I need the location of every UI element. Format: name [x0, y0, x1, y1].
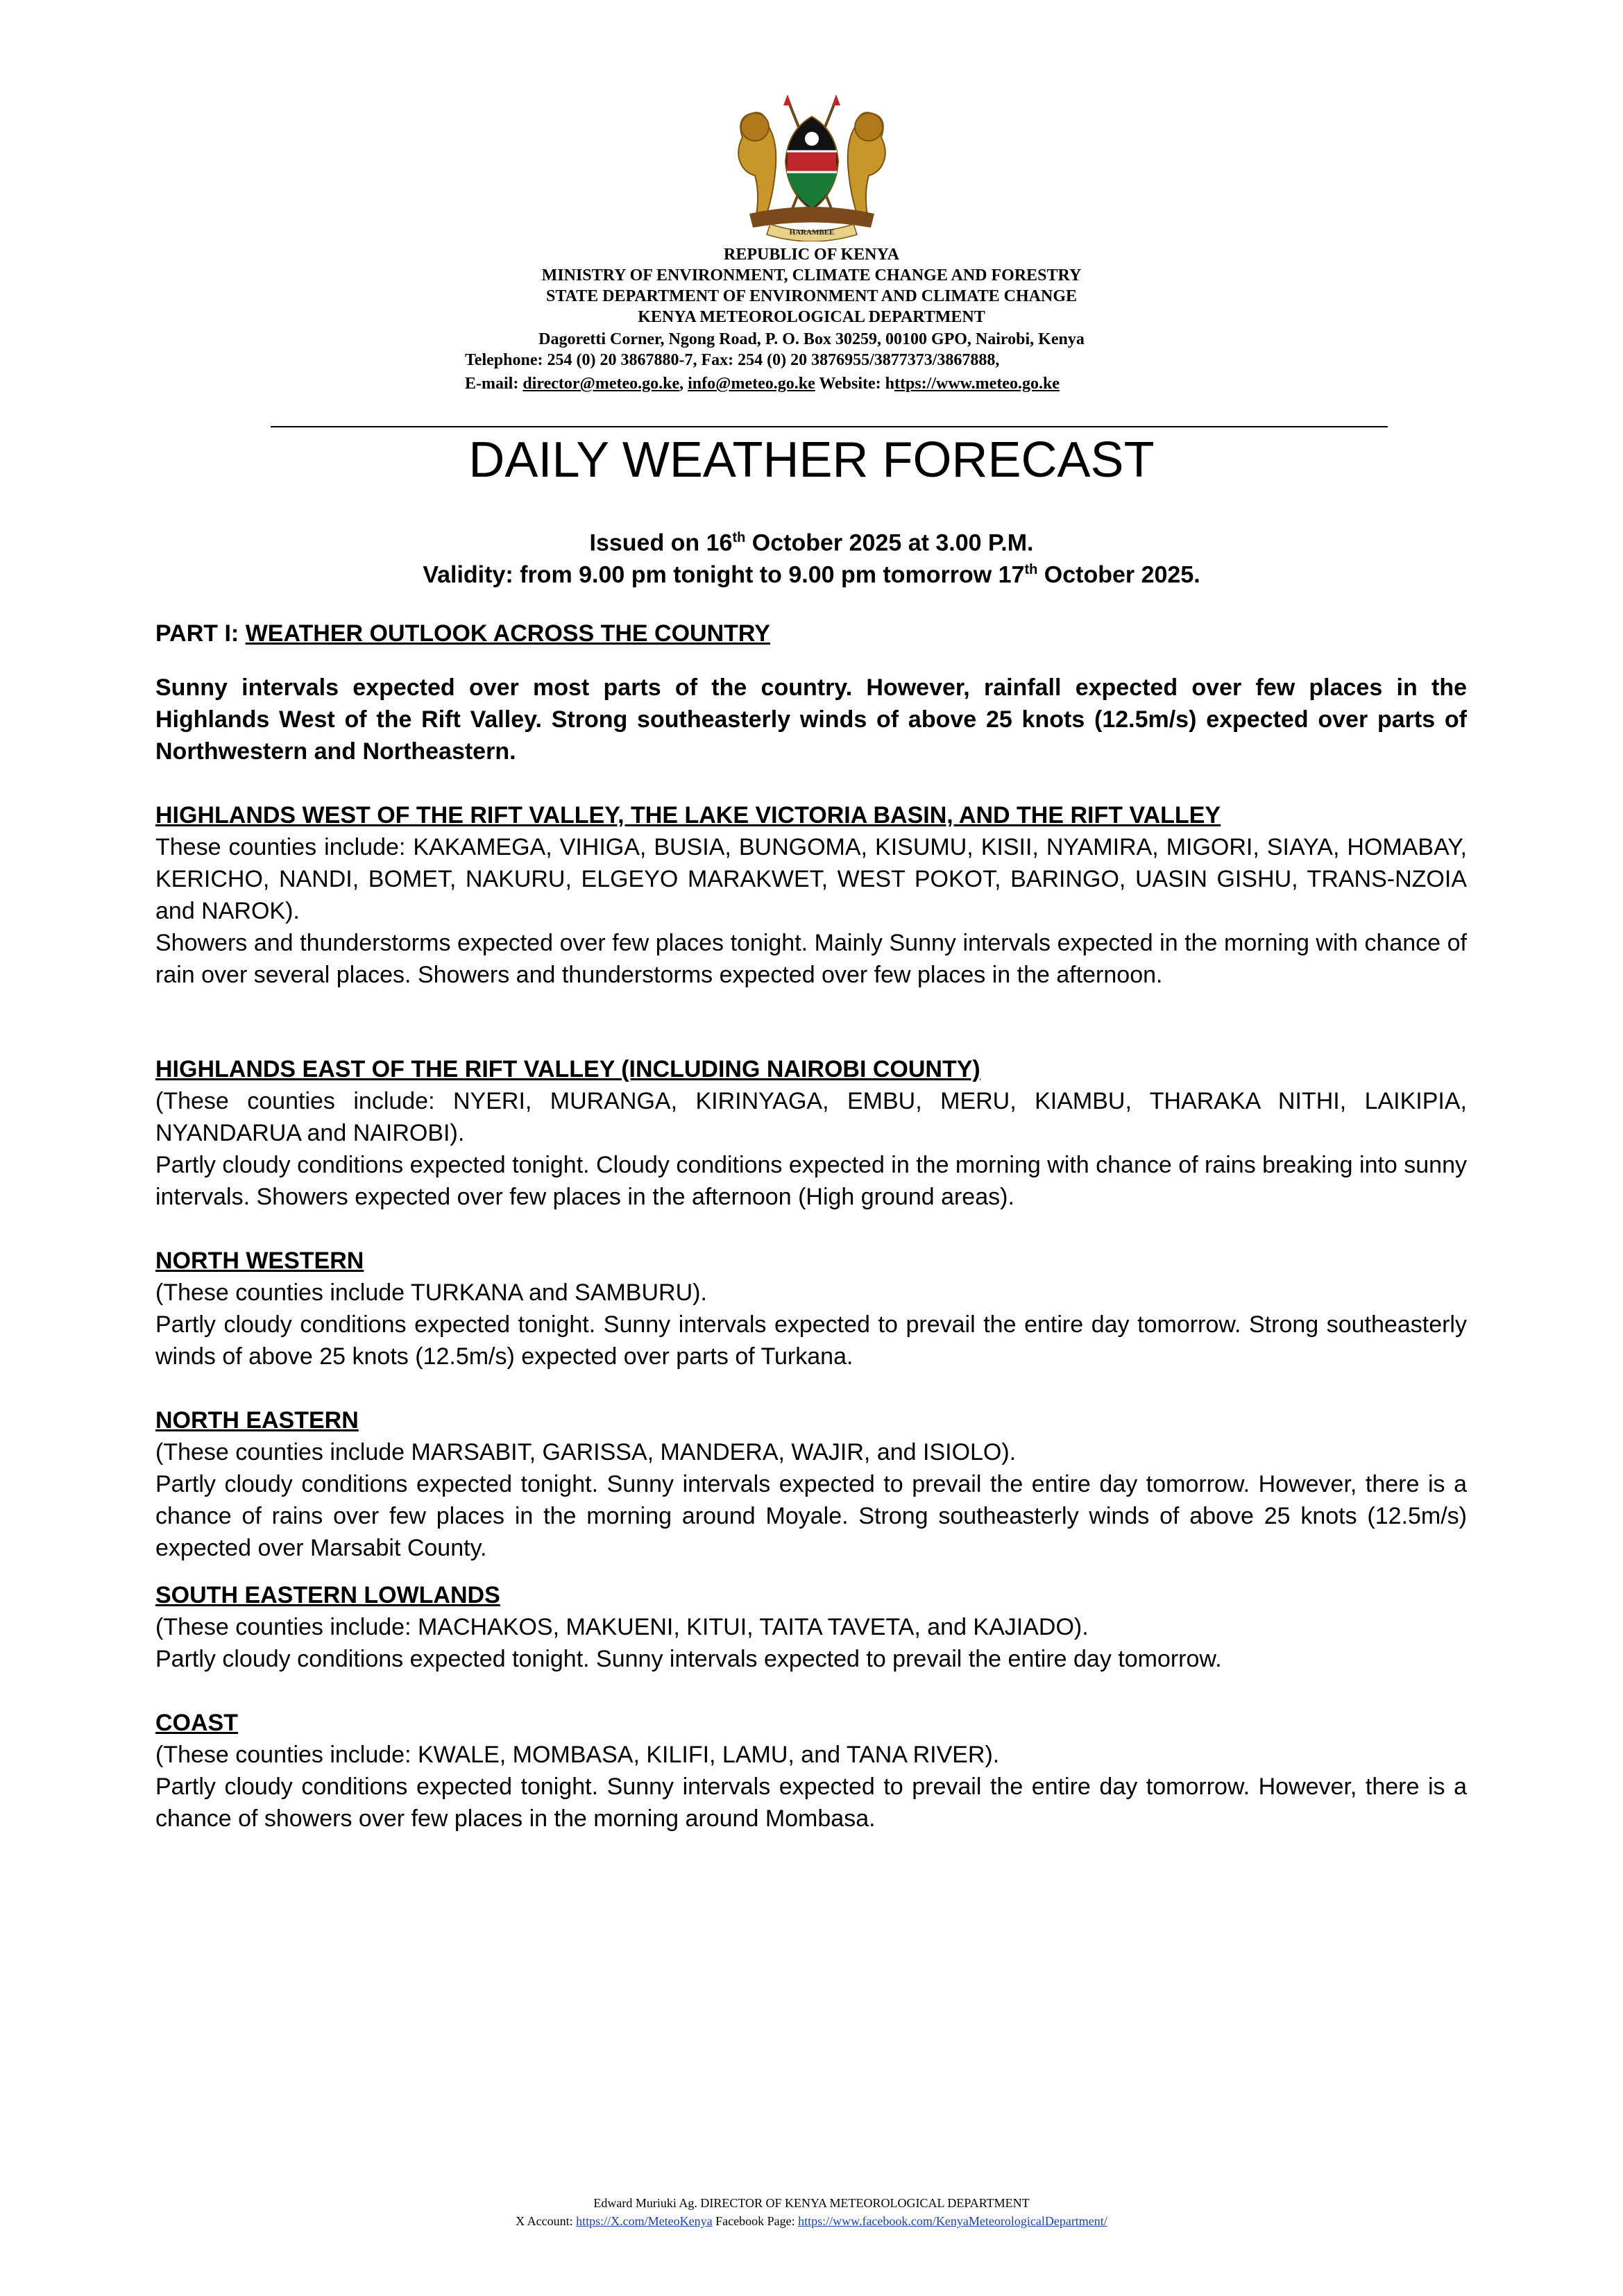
region-south-eastern-lowlands [155, 1579, 1467, 1675]
region-counties: (These counties include: KWALE, MOMBASA, KILIFI, LAMU, and TANA RIVER). [155, 1742, 1000, 1768]
region-forecast: Partly cloudy conditions expected tonight. Sunny intervals expected to prevail the entire day tomorrow. [155, 1646, 1222, 1672]
region-east-rift [155, 1053, 1467, 1213]
motto-text: HARAMBEE [789, 228, 835, 237]
region-heading: HIGHLANDS WEST OF THE RIFT VALLEY, THE LAKE VICTORIA BASIN, AND THE RIFT VALLEY [155, 802, 1221, 828]
coat-of-arms-icon [722, 89, 902, 241]
part1-label: PART I: [155, 620, 246, 647]
letterhead-contacts: E-mail: director@meteo.go.ke, info@meteo.go.ke Website: https://www.meteo.go.ke [465, 375, 1060, 393]
footer-social-links [0, 2212, 1623, 2230]
region-north-eastern [155, 1404, 1467, 1564]
validity-sup: th [1024, 562, 1038, 577]
email-label: E-mail: [465, 375, 519, 393]
issued-prefix: Issued on 16 [589, 529, 733, 556]
letterhead-address: Dagoretti Corner, Ngong Road, P. O. Box 30259, 00100 GPO, Nairobi, Kenya [538, 330, 1085, 348]
issued-suffix: October 2025 at 3.00 P.M. [745, 529, 1034, 556]
x-account-label: X Account: [516, 2214, 577, 2228]
letterhead-republic: REPUBLIC OF KENYA [724, 246, 899, 264]
region-heading: COAST [155, 1710, 238, 1736]
region-west-rift [155, 799, 1467, 991]
issued-sup: th [732, 530, 746, 545]
region-counties: (These counties include: NYERI, MURANGA, KIRINYAGA, EMBU, MERU, KIAMBU, THARAKA NITHI, LAIKIPIA, NYANDARUA and NAIROBI). [155, 1088, 1467, 1146]
part1-title: WEATHER OUTLOOK ACROSS THE COUNTRY [245, 620, 770, 647]
website-label: Website: h [819, 375, 894, 393]
validity-prefix: Validity: from 9.00 pm tonight to 9.00 pm tomorrow 17 [423, 561, 1025, 588]
page-title: DAILY WEATHER FORECAST [468, 432, 1155, 488]
region-forecast: Partly cloudy conditions expected tonight. Sunny intervals expected to prevail the entire day tomorrow. However, there is a chance of rains over few places in the morning around Moyale. Strong southeasterly winds of above 25 knots (12.5m/s) expected over Marsabit County. [155, 1471, 1467, 1561]
region-heading: NORTH WESTERN [155, 1248, 364, 1274]
region-forecast: Partly cloudy conditions expected tonight. Sunny intervals expected to prevail the entire day tomorrow. However, there is a chance of showers over few places in the morning around Mombasa. [155, 1774, 1467, 1832]
region-counties: These counties include: KAKAMEGA, VIHIGA, BUSIA, BUNGOMA, KISUMU, KISII, NYAMIRA, MIGORI, SIAYA, HOMABAY, KERICHO, NANDI, BOMET, NAKURU, ELGEYO MARAKWET, WEST POKOT, BARINGO, UASIN GISHU, TRANS-NZOIA and NAROK). [155, 834, 1467, 924]
part1-heading [155, 618, 1467, 649]
region-north-western [155, 1245, 1467, 1372]
validity-period [0, 554, 1623, 590]
region-heading: NORTH EASTERN [155, 1407, 359, 1434]
x-account-link[interactable]: https://X.com/MeteoKenya [576, 2214, 713, 2228]
region-forecast: Partly cloudy conditions expected tonight. Sunny intervals expected to prevail the entire day tomorrow. Strong southeasterly winds of above 25 knots (12.5m/s) expected over parts of Turkana. [155, 1311, 1467, 1370]
letterhead-telephone: Telephone: 254 (0) 20 3867880-7, Fax: 254 (0) 20 3876955/3877373/3867888, [465, 351, 1000, 369]
letterhead-state-department: STATE DEPARTMENT OF ENVIRONMENT AND CLIMATE CHANGE [545, 287, 1077, 305]
region-counties: (These counties include: MACHAKOS, MAKUENI, KITUI, TAITA TAVETA, and KAJIADO). [155, 1614, 1089, 1640]
footer-signatory: Edward Muriuki Ag. DIRECTOR OF KENYA METEOROLOGICAL DEPARTMENT [593, 2196, 1030, 2210]
letterhead-ministry: MINISTRY OF ENVIRONMENT, CLIMATE CHANGE AND FORESTRY [541, 266, 1082, 284]
validity-suffix: October 2025. [1037, 561, 1200, 588]
region-heading: SOUTH EASTERN LOWLANDS [155, 1582, 500, 1608]
email-link-info[interactable]: info@meteo.go.ke [688, 375, 815, 393]
letterhead-department: KENYA METEOROLOGICAL DEPARTMENT [638, 308, 985, 326]
region-heading: HIGHLANDS EAST OF THE RIFT VALLEY (INCLUDING NAIROBI COUNTY) [155, 1056, 980, 1082]
region-forecast: Showers and thunderstorms expected over few places tonight. Mainly Sunny intervals expected in the morning with chance of rain over several places. Showers and thunderstorms expected over few places in the afternoon. [155, 930, 1467, 988]
region-counties: (These counties include MARSABIT, GARISSA, MANDERA, WAJIR, and ISIOLO). [155, 1439, 1017, 1465]
header-divider [271, 426, 1388, 427]
email-link-director[interactable]: director@meteo.go.ke [522, 375, 680, 393]
kenya-coat-of-arms [722, 89, 902, 241]
region-coast [155, 1707, 1467, 1835]
facebook-page-link[interactable]: https://www.facebook.com/KenyaMeteorologicalDepartment/ [798, 2214, 1107, 2228]
website-link[interactable]: ttps://www.meteo.go.ke [894, 375, 1060, 393]
region-counties: (These counties include TURKANA and SAMBURU). [155, 1279, 707, 1306]
part1-summary: Sunny intervals expected over most parts of the country. However, rainfall expected over few places in the Highlands West of the Rift Valley. Strong southeasterly winds of above 25 knots (12.5m/s) expected over parts of Northwestern and Northeastern. [155, 674, 1467, 765]
region-forecast: Partly cloudy conditions expected tonight. Cloudy conditions expected in the morning with chance of rains breaking into sunny intervals. Showers expected over few places in the afternoon (High ground areas). [155, 1152, 1468, 1210]
facebook-label: Facebook Page: [712, 2214, 799, 2228]
